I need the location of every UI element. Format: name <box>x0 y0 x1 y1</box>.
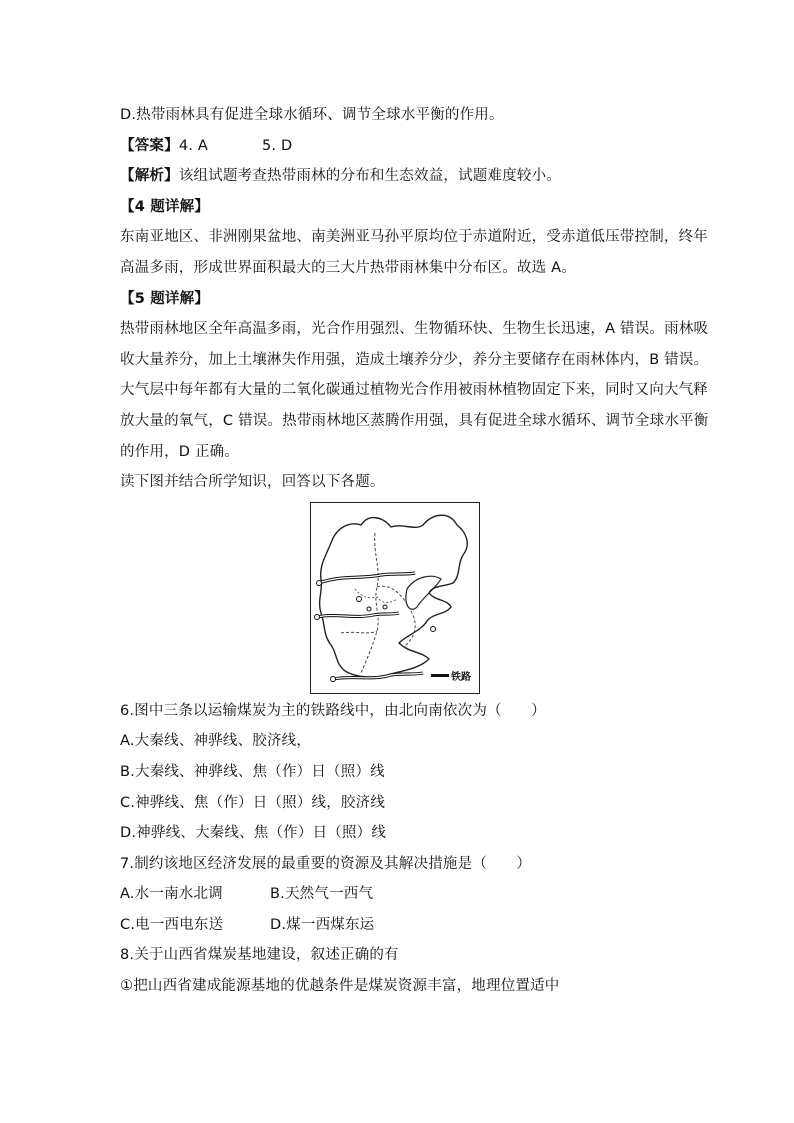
city-marker <box>315 614 320 619</box>
city-marker <box>357 596 362 601</box>
q6-stem: 6.图中三条以运输煤炭为主的铁路线中，由北向南依次为（ ） <box>120 702 546 719</box>
q7-options-row-1 <box>120 879 690 910</box>
railway-map <box>311 503 479 693</box>
q5-detail-line-5: 的作用，D 正确。 <box>120 443 240 460</box>
province-boundary-1 <box>361 533 378 673</box>
city-marker <box>431 626 436 631</box>
q5-detail-header: 【5 题详解】 <box>120 290 210 307</box>
q5-detail-line-4: 放大量的氧气，C 错误。热带雨林地区蒸腾作用强，具有促进全球水循环、调节全球水平衡 <box>120 412 709 429</box>
q6-option-c: C.神骅线、焦（作）日（照）线，胶济线 <box>120 794 386 811</box>
q4-detail-line-2: 高温多雨，形成世界面积最大的三大片热带雨林集中分布区。故选 A。 <box>120 259 576 276</box>
q7-options-row-2 <box>120 910 690 941</box>
q8-stem: 8.关于山西省煤炭基地建设，叙述正确的有 <box>120 947 399 964</box>
document-page <box>120 100 709 1002</box>
q5-detail-line-2: 收大量养分，加上土壤淋失作用强，造成土壤养分少，养分主要储存在雨林体内，B 错误。 <box>120 351 709 368</box>
province-boundary-3 <box>341 631 377 633</box>
bay-outline <box>406 576 441 609</box>
answer-4: 4. A <box>178 137 208 154</box>
analysis-label: 【解析】 <box>120 168 179 185</box>
analysis-text: 该组试题考查热带雨林的分布和生态效益，试题难度较小。 <box>178 168 562 185</box>
option-d-text: D.热带雨林具有促进全球水循环、调节全球水平衡的作用。 <box>120 107 504 123</box>
city-marker <box>383 605 387 609</box>
city-marker <box>331 676 336 681</box>
q7-option-b: B.天然气一西气 <box>270 886 374 903</box>
answer-line <box>120 131 690 162</box>
answer-label: 【答案】 <box>120 137 179 154</box>
q6-option-d: D.神骅线、大秦线、焦（作）日（照）线 <box>120 825 387 842</box>
railway-legend-symbol <box>431 674 449 677</box>
city-marker <box>317 580 322 585</box>
q7-option-a: A.水一南水北调 <box>120 886 223 903</box>
q7-option-d: D.煤一西煤东运 <box>270 916 375 933</box>
legend-label: 铁路 <box>451 671 471 683</box>
q6-option-b: B.大秦线、神骅线、焦（作）日（照）线 <box>120 763 385 780</box>
q4-detail-line-1: 东南亚地区、非洲刚果盆地、南美洲亚马孙平原均位于赤道附近，受赤道低压带控制，终年 <box>120 229 708 246</box>
city-marker <box>367 607 371 611</box>
q7-stem: 7.制约该地区经济发展的最重要的资源及其解决措施是（ ） <box>120 855 532 872</box>
q5-detail-line-3: 大气层中每年都有大量的二氧化碳通过植物光合作用被雨林植物固定下来，同时又向大气释 <box>120 382 708 399</box>
analysis-line <box>120 161 690 192</box>
province-boundary-2 <box>377 586 415 647</box>
q4-detail-header: 【4 题详解】 <box>120 198 210 215</box>
q7-option-c: C.电一西电东送 <box>120 916 224 933</box>
region-boundary <box>320 515 468 677</box>
map-legend <box>431 668 471 683</box>
figure-intro: 读下图并结合所学知识，回答以下各题。 <box>120 474 385 491</box>
q8-item-1: ①把山西省建成能源基地的优越条件是煤炭资源丰富，地理位置适中 <box>120 978 560 995</box>
q6-option-a: A.大秦线、神骅线、胶济线， <box>120 733 312 750</box>
q5-detail-line-1: 热带雨林地区全年高温多雨，光合作用强烈、生物循环快、生物生长迅速，A 错误。雨林吸 <box>120 321 709 338</box>
railway-map-figure <box>310 502 480 694</box>
answer-5: 5. D <box>261 137 293 154</box>
